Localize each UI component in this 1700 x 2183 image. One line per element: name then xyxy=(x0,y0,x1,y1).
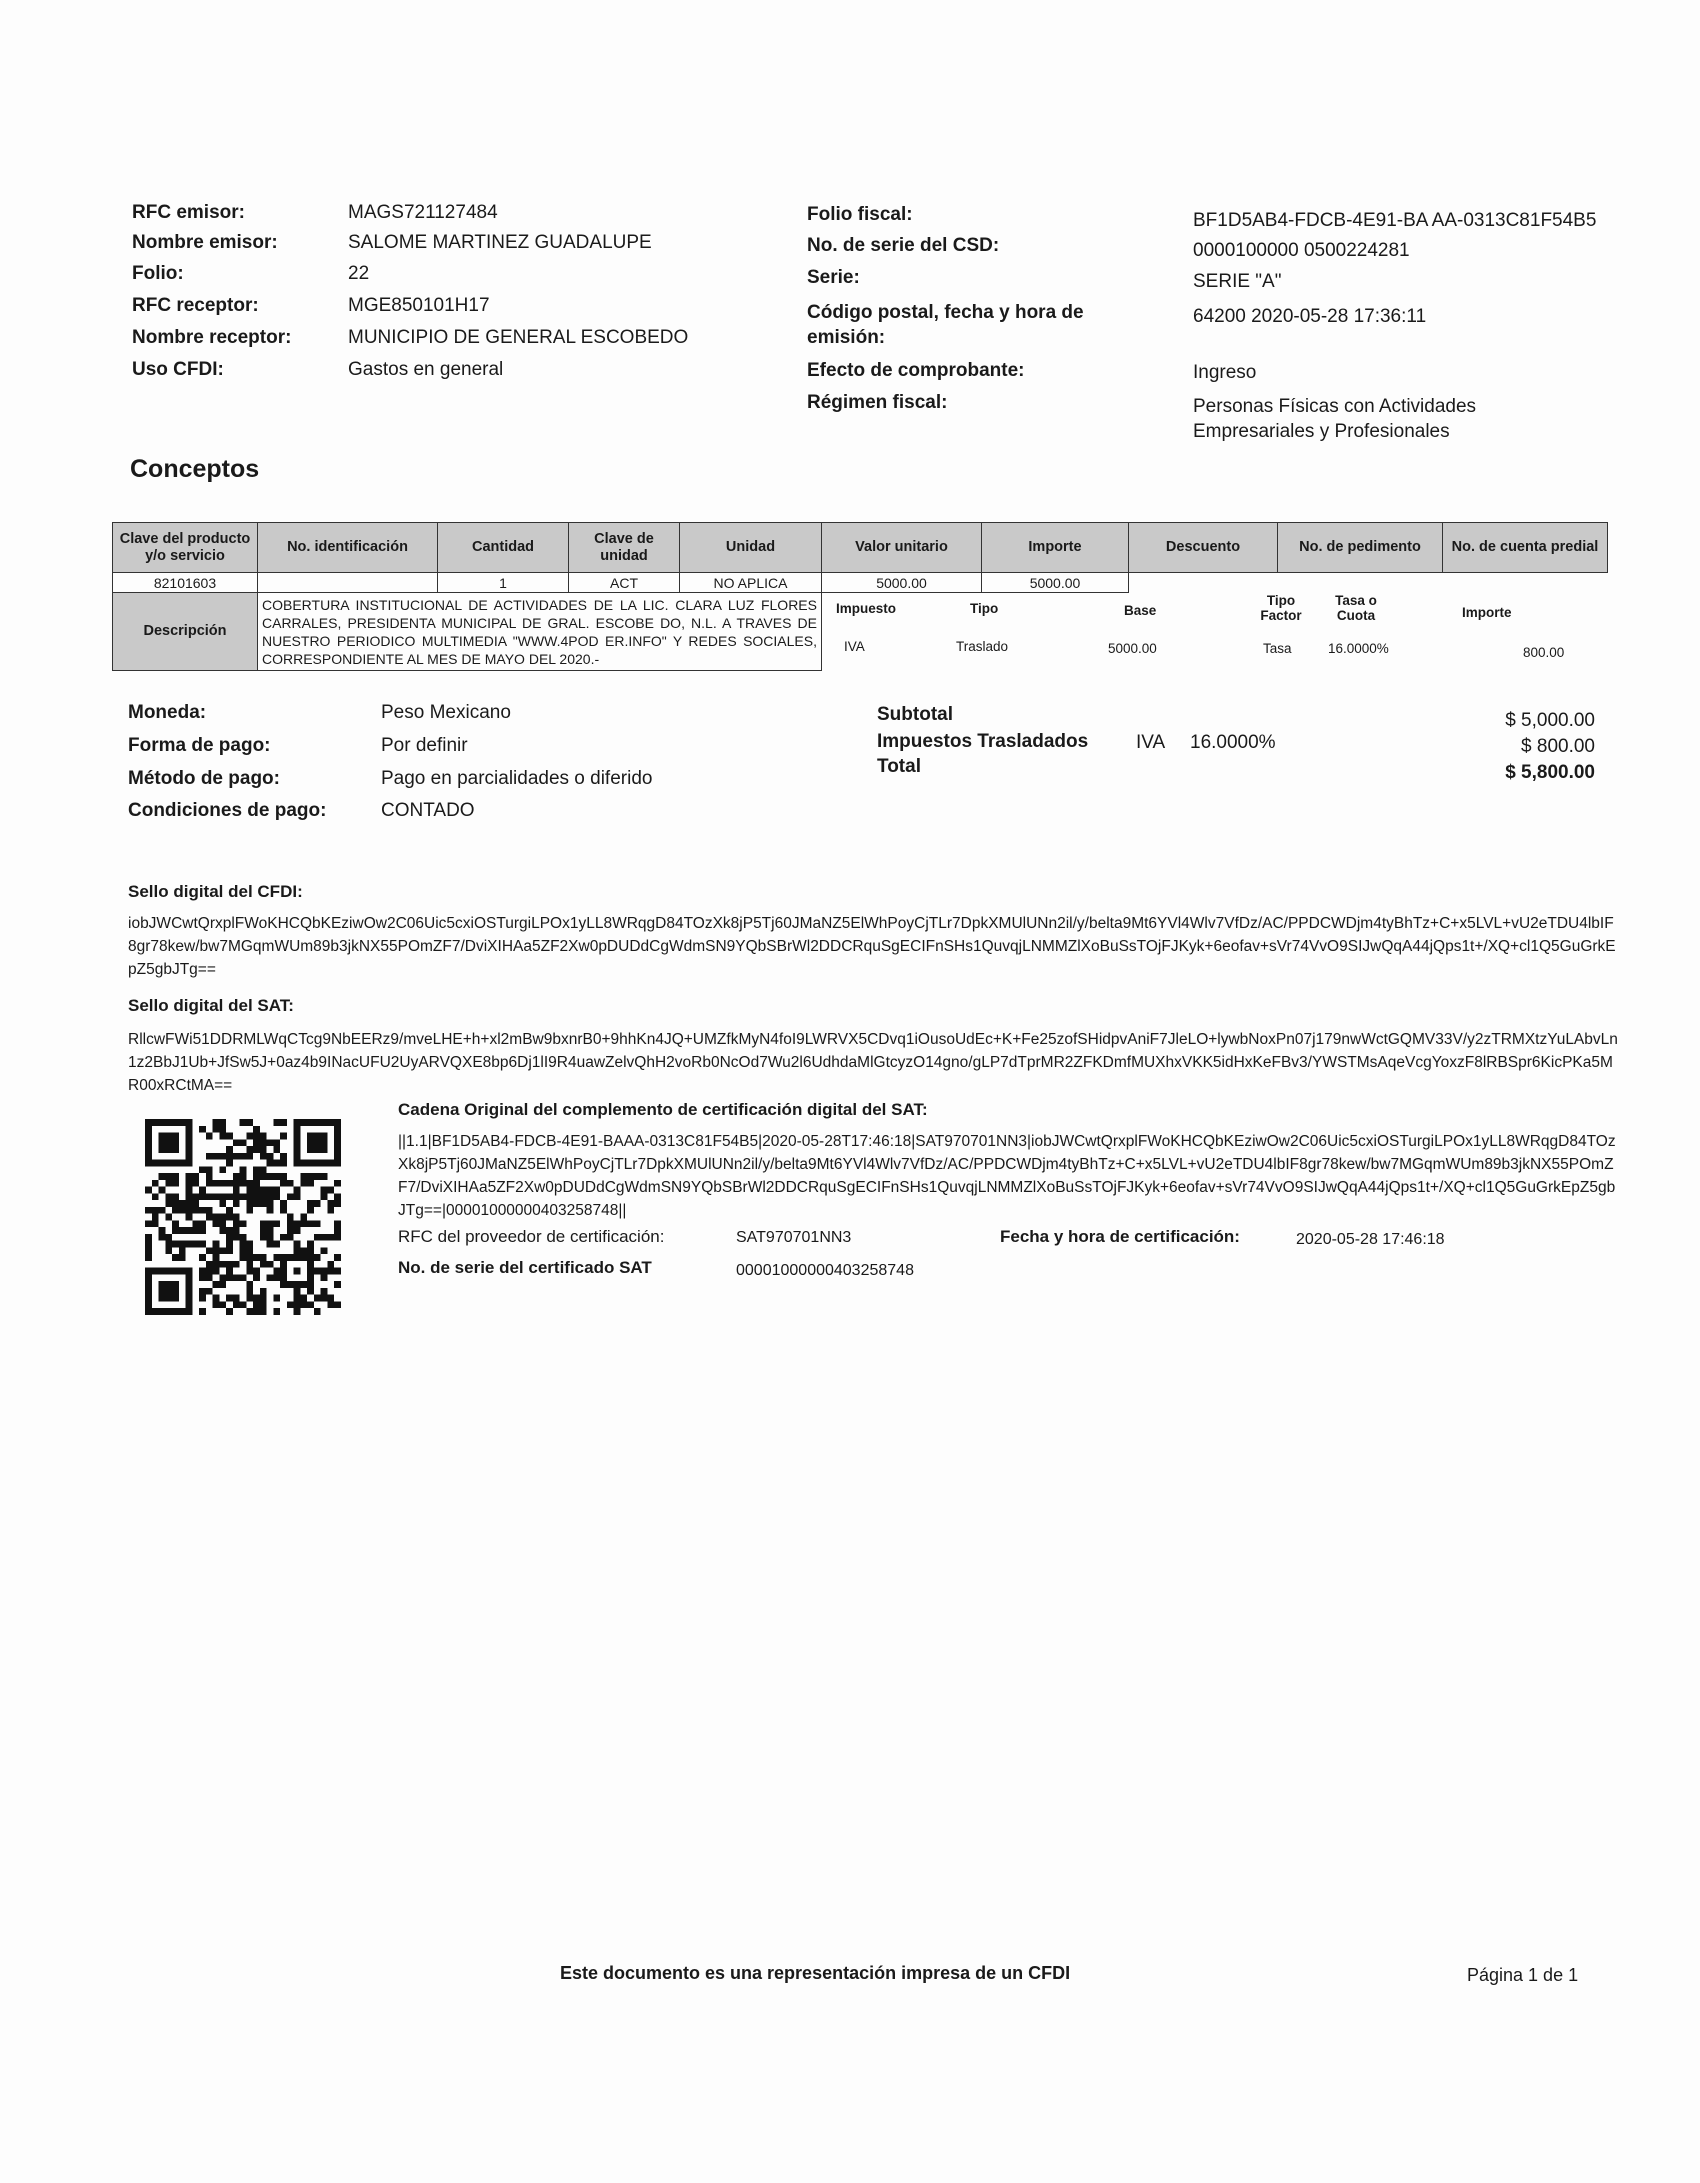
serie-certificado-label: No. de serie del certificado SAT xyxy=(398,1258,652,1277)
header-pedimento: No. de pedimento xyxy=(1278,523,1443,573)
rfc-receptor-label: RFC receptor: xyxy=(132,295,259,316)
cell-importe: 5000.00 xyxy=(982,573,1129,593)
header-clave: Clave del producto y/o servicio xyxy=(113,523,258,573)
conceptos-title: Conceptos xyxy=(130,455,260,483)
moneda-label: Moneda: xyxy=(128,702,207,723)
tax-importe: 800.00 xyxy=(1523,645,1565,660)
table-row xyxy=(113,573,1608,593)
cell-valor-unitario: 5000.00 xyxy=(822,573,982,593)
qr-code-icon xyxy=(145,1119,341,1315)
header-importe: Importe xyxy=(982,523,1129,573)
metodo-pago-label: Método de pago: xyxy=(128,768,280,789)
impuesto-nombre: IVA xyxy=(1136,732,1166,753)
rfc-proveedor-value: SAT970701NN3 xyxy=(736,1229,852,1246)
cell-clave-unidad: ACT xyxy=(569,573,680,593)
sello-sat-value: RllcwFWi51DDRMLWqCTcg9NbEERz9/mveLHE+h+xl2mBw9bxnrB0+9hhKn4JQ+UMZfkMyN4foI9LWRVX5CDvq1iOusoUdEc+K+Fe25zofSHidpvAniF7JleLO+lywbNoxPn07j179nwWctGQMV33V/y2zTRMXtzYuLAbvLn1z2BbJ1Ub+JfSw5J+0az4b9INacUFU2UyARVQXE8bp6Dj1lI9R4uawZelvQhH2voRb0NcOd7Wu2l6UdhdaMlGtcyzO14gno/gLP7dTprMR2ZFKDmfMUXhxVKK5idHxKeFBv3/YWSTMsAqeVcgYoxzF8lRBSpr6KicPKa5MR00xRCtMA== xyxy=(128,1031,1618,1094)
efecto-value: Ingreso xyxy=(1193,362,1257,383)
nombre-receptor-label: Nombre receptor: xyxy=(132,327,292,348)
tax-header-tasa: Tasa o Cuota xyxy=(1335,593,1377,623)
header-cantidad: Cantidad xyxy=(438,523,569,573)
tax-header-tipo-factor: Tipo Factor xyxy=(1260,593,1302,623)
nombre-emisor-value: SALOME MARTINEZ GUADALUPE xyxy=(348,232,652,253)
subtotal-label: Subtotal xyxy=(877,704,953,725)
total-label: Total xyxy=(877,756,921,777)
total-value: $ 5,800.00 xyxy=(1505,762,1595,783)
header-unidad: Unidad xyxy=(680,523,822,573)
cell-unidad: NO APLICA xyxy=(680,573,822,593)
forma-pago-value: Por definir xyxy=(381,735,468,756)
metodo-pago-value: Pago en parcialidades o diferido xyxy=(381,768,653,789)
serie-certificado-value: 00001000000403258748 xyxy=(736,1262,914,1279)
rfc-receptor-value: MGE850101H17 xyxy=(348,295,490,316)
footer-note: Este documento es una representación impresa de un CFDI xyxy=(560,1963,1071,1983)
regimen-label: Régimen fiscal: xyxy=(807,392,948,413)
uso-cfdi-label: Uso CFDI: xyxy=(132,359,224,380)
header-descuento: Descuento xyxy=(1129,523,1278,573)
tax-header-importe: Importe xyxy=(1462,605,1512,620)
nombre-emisor-label: Nombre emisor: xyxy=(132,232,278,253)
condiciones-pago-value: CONTADO xyxy=(381,800,475,821)
tax-tipo: Traslado xyxy=(956,639,1009,654)
conceptos-table xyxy=(112,522,1608,671)
rfc-emisor-label: RFC emisor: xyxy=(132,202,245,223)
serie-csd-label: No. de serie del CSD: xyxy=(807,235,1000,256)
header-valor-unitario: Valor unitario xyxy=(822,523,982,573)
efecto-label: Efecto de comprobante: xyxy=(807,360,1025,381)
cell-clave: 82101603 xyxy=(113,573,258,593)
header-no-identificacion: No. identificación xyxy=(258,523,438,573)
descripcion-text: COBERTURA INSTITUCIONAL DE ACTIVIDADES DE LA LIC. CLARA LUZ FLORES CARRALES, PRESIDENTA MUNICIPAL DE GRAL. ESCOBE DO, N.L. A TRAVES DE NUESTRO PERIODICO MULTIMEDIA "WWW.4POD ER.INFO" Y REDES SOCIALES, CORRESPONDIENTE AL MES DE MAYO DEL 2020.- xyxy=(258,593,822,671)
folio-label: Folio: xyxy=(132,263,184,284)
cadena-label: Cadena Original del complemento de certificación digital del SAT: xyxy=(398,1100,928,1119)
impuestos-label: Impuestos Trasladados xyxy=(877,731,1089,752)
tax-header-impuesto: Impuesto xyxy=(836,601,897,616)
sello-cfdi-label: Sello digital del CFDI: xyxy=(128,882,303,901)
page-number: Página 1 de 1 xyxy=(1467,1965,1579,1985)
tax-base: 5000.00 xyxy=(1108,641,1157,656)
sello-sat-label: Sello digital del SAT: xyxy=(128,996,294,1015)
tax-tasa: 16.0000% xyxy=(1328,641,1389,656)
folio-value: 22 xyxy=(348,263,370,284)
cell-no-identificacion xyxy=(258,573,438,593)
folio-fiscal-value: BF1D5AB4-FDCB-4E91-BA AA-0313C81F54B5 xyxy=(1193,210,1597,231)
descripcion-label: Descripción xyxy=(113,593,258,671)
header-cuenta-predial: No. de cuenta predial xyxy=(1443,523,1608,573)
fecha-certificacion-label: Fecha y hora de certificación: xyxy=(1000,1227,1240,1246)
cell-cantidad: 1 xyxy=(438,573,569,593)
nombre-receptor-value: MUNICIPIO DE GENERAL ESCOBEDO xyxy=(348,327,689,348)
rfc-proveedor-label: RFC del proveedor de certificación: xyxy=(398,1227,665,1246)
fecha-certificacion-value: 2020-05-28 17:46:18 xyxy=(1296,1231,1445,1248)
moneda-value: Peso Mexicano xyxy=(381,702,511,723)
serie-value: SERIE "A" xyxy=(1193,271,1282,292)
cadena-value: ||1.1|BF1D5AB4-FDCB-4E91-BAAA-0313C81F54B5|2020-05-28T17:46:18|SAT970701NN3|iobJWCwtQrxplFWoKHCQbKEziwOw2C06Uic5cxiOSTurgiLPOx1yLL8WRqgD84TOzXk8jP5Tj60JMaNZ5ElWhPoyCjTLr7DpkXMUlUNn2il/y/belta9Mt6YVl4Wlv7VfDz/AC/PPDCWDjm4tyBhTz+C+x5LVL+vU2eTDU4lbIF8gr78kew/bw7MGqmWUm89b3jkNX55POmZF7/DviXIHAa5ZF2Xw0pDUDdCgWdmSN9YQbSBrWl2DDCRquSgECIFnSHs1QuvqjLNMMZlXoBuSsTOjFJKyk+6eofav+sVr74VvO9SIJwQqA44jQps1t+/XQ+cl1Q5GuGrkEpZ5gbJTg==|00001000000403258748|| xyxy=(398,1133,1616,1219)
tax-tipo-factor: Tasa xyxy=(1263,641,1292,656)
condiciones-pago-label: Condiciones de pago: xyxy=(128,800,327,821)
tax-impuesto: IVA xyxy=(844,639,865,654)
folio-fiscal-label: Folio fiscal: xyxy=(807,204,913,225)
tax-header-base: Base xyxy=(1124,603,1157,618)
forma-pago-label: Forma de pago: xyxy=(128,735,271,756)
header-clave-unidad: Clave de unidad xyxy=(569,523,680,573)
impuesto-tasa: 16.0000% xyxy=(1190,732,1276,753)
tax-header-tipo: Tipo xyxy=(970,601,999,616)
sello-cfdi-value: iobJWCwtQrxplFWoKHCQbKEziwOw2C06Uic5cxiOSTurgiLPOx1yLL8WRqgD84TOzXk8jP5Tj60JMaNZ5ElWhPoyCjTLr7DpkXMUlUNn2il/y/belta9Mt6YVl4Wlv7VfDz/AC/PPDCWDjm4tyBhTz+C+x5LVL+vU2eTDU4lbIF8gr78kew/bw7MGqmWUm89b3jkNX55POmZF7/DviXIHAa5ZF2Xw0pDUDdCgWdmSN9YQbSBrWl2DDCRquSgECIFnSHs1QuvqjLNMMZlXoBuSsTOjFJKyk+6eofav+sVr74VvO9SIJwQqA44jQps1t+/XQ+cl1Q5GuGrkEpZ5gbJTg== xyxy=(128,915,1616,978)
regimen-value-1: Personas Físicas con Actividades xyxy=(1193,396,1477,417)
tax-breakdown xyxy=(822,593,1612,671)
subtotal-value: $ 5,000.00 xyxy=(1505,710,1595,731)
uso-cfdi-value: Gastos en general xyxy=(348,359,504,380)
serie-csd-value: 0000100000 0500224281 xyxy=(1193,240,1410,261)
serie-label: Serie: xyxy=(807,267,860,288)
cp-fecha-label-2: emisión: xyxy=(807,327,886,348)
cp-fecha-label-1: Código postal, fecha y hora de xyxy=(807,302,1084,323)
rfc-emisor-value: MAGS721127484 xyxy=(348,202,498,223)
impuestos-value: $ 800.00 xyxy=(1521,736,1595,757)
regimen-value-2: Empresariales y Profesionales xyxy=(1193,421,1450,442)
cp-fecha-value: 64200 2020-05-28 17:36:11 xyxy=(1193,306,1427,327)
